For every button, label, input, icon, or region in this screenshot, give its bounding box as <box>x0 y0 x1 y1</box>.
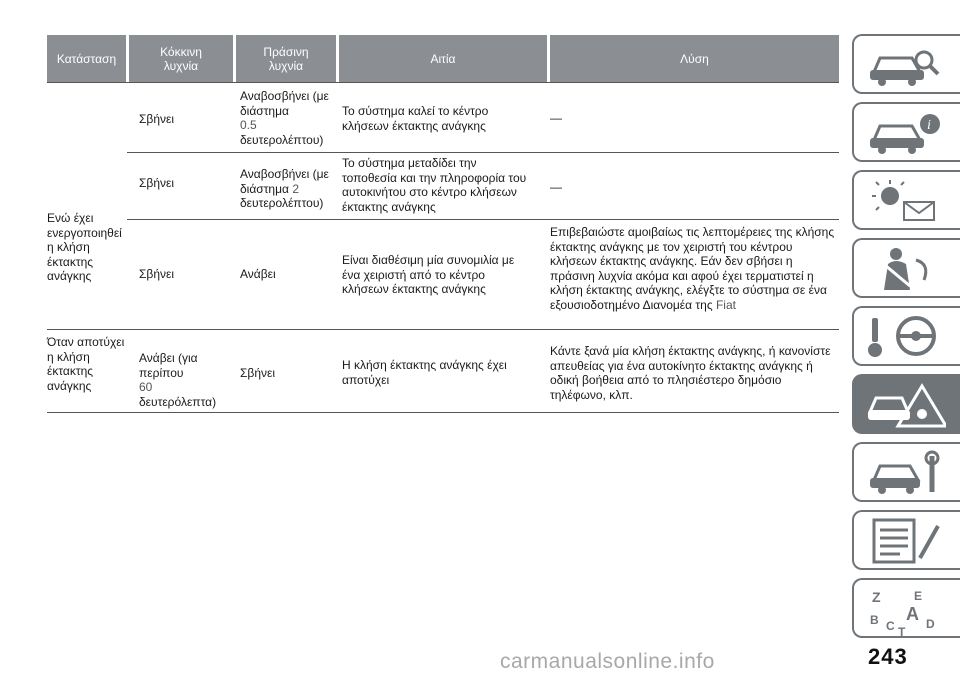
alphabetical-index-icon <box>866 586 946 636</box>
svg-text:T: T <box>898 625 906 636</box>
tab-emergency[interactable] <box>852 374 960 434</box>
row1-green: Αναβοσβήνει (με διάστημα 0.5 δευτερολέπτου) <box>240 89 329 147</box>
row2-red: Σβήνει <box>139 176 175 190</box>
header-cause: Αιτία <box>336 35 547 82</box>
status-failed: Όταν αποτύχει η κλήση έκτακτης ανάγκης <box>47 335 125 393</box>
header-green-lamp: Πράσινη λυχνία <box>233 35 336 82</box>
watermark: carmanualsonline.info <box>500 650 715 673</box>
header-red-lamp: Κόκκινη λυχνία <box>126 35 233 82</box>
tab-car-info[interactable] <box>852 102 960 162</box>
specifications-list-icon <box>866 518 946 564</box>
header-solution: Λύση <box>547 35 839 82</box>
svg-text:E: E <box>914 589 923 603</box>
page-number: 243 <box>868 644 908 669</box>
svg-text:B: B <box>870 613 879 627</box>
row1-cause: Το σύστημα καλεί το κέντρο κλήσεων έκτακτης ανάγκης <box>342 104 489 133</box>
svg-text:Z: Z <box>872 589 881 605</box>
tab-index[interactable] <box>852 578 960 638</box>
row4-green: Σβήνει <box>240 366 276 380</box>
tab-maintenance[interactable] <box>852 442 960 502</box>
header-status: Κατάσταση <box>47 35 126 82</box>
warning-light-envelope-icon <box>866 178 946 224</box>
seatbelt-airbag-icon <box>866 246 946 292</box>
table-header <box>47 35 839 83</box>
row1-solution: — <box>550 111 562 125</box>
car-magnifier-icon <box>866 42 946 88</box>
table-body <box>47 83 839 413</box>
row4-red: Ανάβει (για περίπου 60 δευτερόλεπτα) <box>139 351 217 409</box>
tab-specifications[interactable] <box>852 510 960 570</box>
row2-green: Αναβοσβήνει (με διάστημα 2 δευτερολέπτου) <box>240 167 329 210</box>
row3-red: Σβήνει <box>139 267 175 281</box>
svg-text:i: i <box>927 118 931 133</box>
row2-cause: Το σύστημα μεταδίδει την τοποθεσία και την πληροφορία του αυτοκινήτου στο κέντρο κλήσεων έκτακτης ανάγκης <box>342 156 527 214</box>
row3-cause: Είναι διαθέσιμη μία συνομιλία με ένα χειριστή από το κέντρο κλήσεων έκτακτης ανάγκης <box>342 253 515 296</box>
svg-text:D: D <box>926 617 935 631</box>
svg-text:A: A <box>906 604 919 624</box>
tab-warning-lights[interactable] <box>852 170 960 230</box>
car-crash-warning-icon <box>866 382 946 428</box>
row2-solution: — <box>550 180 562 194</box>
tab-starting-driving[interactable] <box>852 306 960 366</box>
key-steering-wheel-icon <box>866 314 946 360</box>
tab-car-magnifier[interactable] <box>852 34 960 94</box>
car-info-icon <box>866 110 946 156</box>
fault-table <box>47 35 839 413</box>
svg-text:C: C <box>886 619 895 633</box>
row1-red: Σβήνει <box>139 112 175 126</box>
row3-green: Ανάβει <box>240 267 276 281</box>
status-active: Ενώ έχει ενεργοποιηθεί η κλήση έκτακτης ανάγκης <box>47 211 122 283</box>
row4-cause: Η κλήση έκτακτης ανάγκης έχει αποτύχει <box>342 358 507 387</box>
car-wrench-icon <box>866 450 946 496</box>
tab-safety[interactable] <box>852 238 960 298</box>
row4-solution: Κάντε ξανά μία κλήση έκτακτης ανάγκης, ή κανονίστε απευθείας για ένα αυτοκίνητο έκτακτης ανάγκης ή οδική βοήθεια από το πλησιέστερο δημόσιο τηλέφωνο, κλπ. <box>550 344 831 402</box>
row3-solution: Επιβεβαιώστε αμοιβαίως τις λεπτομέρειες της κλήσης έκτακτης ανάγκης με τον χειριστή του κέντρου κλήσεων έκτακτης ανάγκης. Εάν δεν σβήσει η πράσινη λυχνία ακόμα και αφού έχει τερματιστεί η κλήση έκτακτης ανάγκης, ελέγξτε το σύστημα σε ένα εξουσιοδοτημένο Διανομέα της Fiat <box>550 225 835 312</box>
